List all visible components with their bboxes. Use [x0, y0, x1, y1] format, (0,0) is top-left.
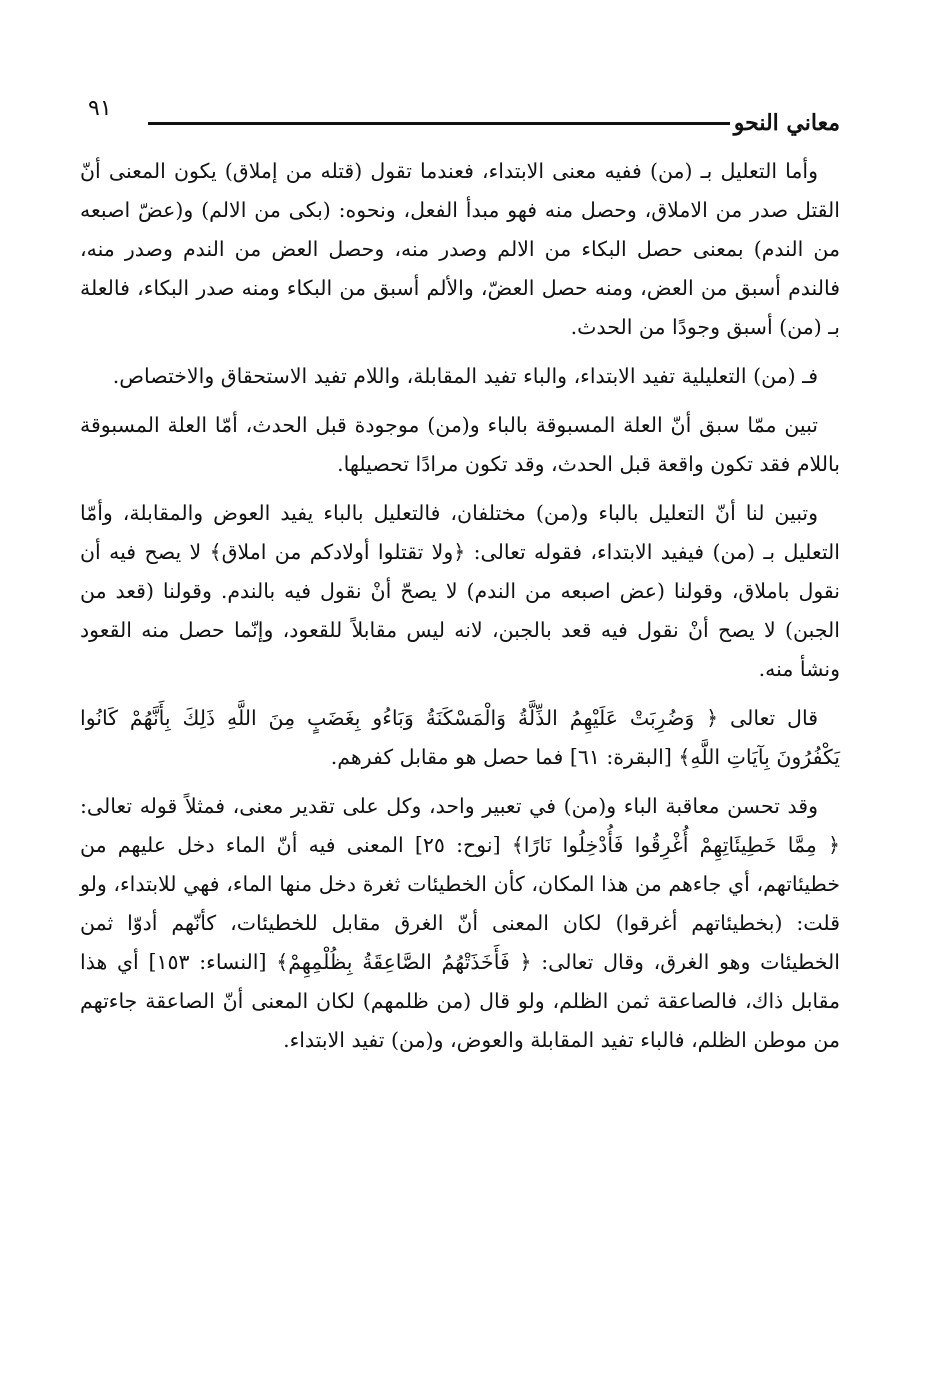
- header-rule: [148, 122, 730, 125]
- paragraph: وأما التعليل بـ (من) ففيه معنى الابتداء، فعندما تقول (قتله من إملاق) يكون المعنى أنّ القتل صدر من الاملاق، وحصل منه فهو مبدأ الفعل، ونحوه: (بكى من الالم) و(عضّ اصبعه من الندم) بمعنى حصل البكاء من الالم وصدر منه، وحصل العض من الندم وصدر منه، فالندم أسبق من العض، ومنه حصل العضّ، والألم أسبق من البكاء ومنه صدر البكاء، فالعلة بـ (من) أسبق وجودًا من الحدث.: [80, 159, 840, 339]
- paragraph: قال تعالى ﴿ وَضُرِبَتْ عَلَيْهِمُ الذِّلَّةُ وَالْمَسْكَنَةُ وَبَاءُو بِغَضَبٍ مِنَ اللَّهِ ذَلِكَ بِأَنَّهُمْ كَانُوا يَكْفُرُونَ بِآيَاتِ اللَّهِ﴾ [البقرة: ٦١] فما حصل هو مقابل كفرهم.: [80, 706, 840, 769]
- paragraph: فـ (من) التعليلية تفيد الابتداء، والباء تفيد المقابلة، واللام تفيد الاستحقاق والاختصاص.: [112, 364, 818, 388]
- body-text: [80, 152, 840, 1060]
- page-number: ٩١: [88, 96, 112, 121]
- paragraph: وقد تحسن معاقبة الباء و(من) في تعبير واحد، وكل على تقدير معنى، فمثلاً قوله تعالى: ﴿ مِمَّا خَطِيئَاتِهِمْ أُغْرِقُوا فَأُدْخِلُوا نَارًا﴾ [نوح: ٢٥] المعنى فيه أنّ الماء دخل عليهم من خطيئاتهم، أي جاءهم من هذا المكان، كأن الخطيئات ثغرة دخل منها الماء، فهي للابتداء، ولو قلت: (بخطيئاتهم أغرقوا) لكان المعنى أنّ الغرق مقابل للخطيئات، كأنّهم أدوّا ثمن الخطيئات وهو الغرق، وقال تعالى: ﴿ فَأَخَذَتْهُمُ الصَّاعِقَةُ بِظُلْمِهِمْ﴾ [النساء: ١٥٣] أي هذا مقابل ذاك، فالصاعقة ثمن الظلم، ولو قال (من ظلمهم) لكان المعنى أنّ الصاعقة جاءتهم من موطن الظلم، فالباء تفيد المقابلة والعوض، و(من) تفيد الابتداء.: [80, 794, 840, 1052]
- running-title: معاني النحو: [733, 110, 840, 136]
- paragraph: وتبين لنا أنّ التعليل بالباء و(من) مختلفان، فالتعليل بالباء يفيد العوض والمقابلة، وأمّا التعليل بـ (من) فيفيد الابتداء، فقوله تعالى: ﴿ولا تقتلوا أولادكم من املاق﴾ لا يصح فيه أن نقول باملاق، وقولنا (عض اصبعه من الندم) لا يصحّ أنْ نقول فيه بالندم. وقولنا (قعد من الجبن) لا يصح أنْ نقول فيه قعد بالجبن، لانه ليس مقابلاً للقعود، وإنّما حصل منه القعود ونشأ منه.: [80, 501, 840, 681]
- running-header: [84, 92, 840, 140]
- paragraph: تبين ممّا سبق أنّ العلة المسبوقة بالباء و(من) موجودة قبل الحدث، أمّا العلة المسبوقة باللام فقد تكون واقعة قبل الحدث، وقد تكون مرادًا تحصيلها.: [80, 413, 840, 476]
